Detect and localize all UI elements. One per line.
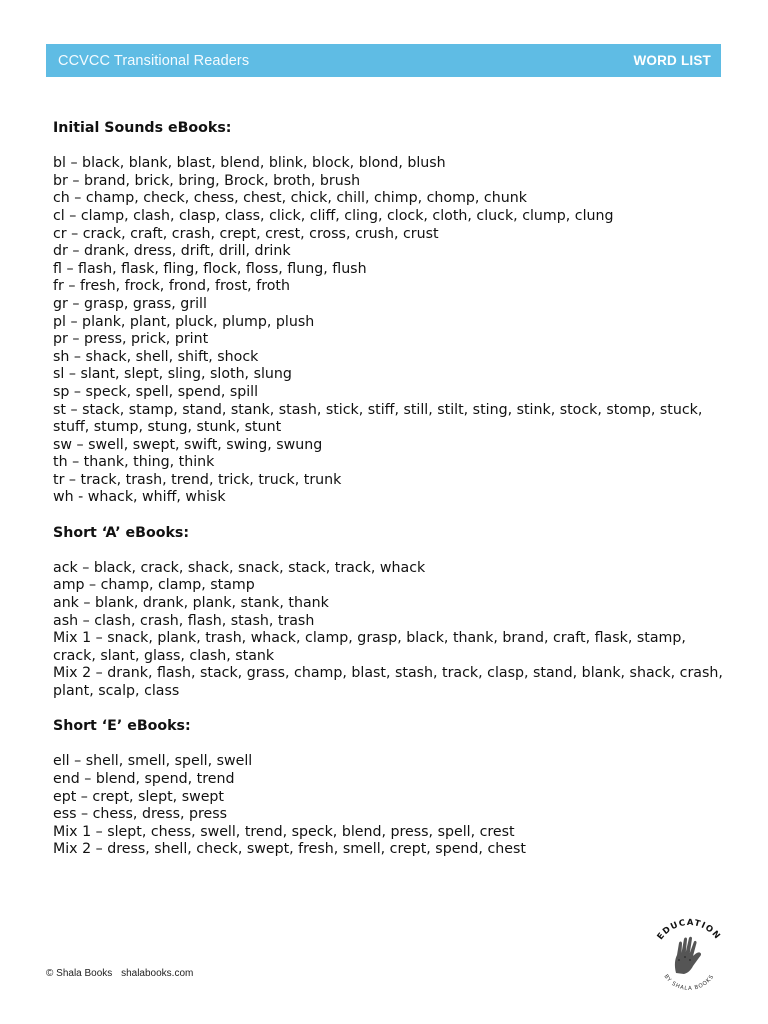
list-item: Mix 1 – snack, plank, trash, whack, clamp, grasp, black, thank, brand, craft, flask, stamp, crack, slant, glass, clash, stank	[53, 630, 686, 664]
list-item: bl – black, blank, blast, blend, blink, block, blond, blush	[53, 155, 446, 172]
section-initial-sounds	[53, 120, 733, 507]
list-item: end – blend, spend, trend	[53, 770, 235, 787]
section-heading: Short ‘A’ eBooks:	[53, 524, 190, 541]
hand-icon	[675, 937, 701, 974]
list-item: dr – drank, dress, drift, drill, drink	[53, 243, 291, 260]
copyright-text: © Shala Books	[46, 968, 113, 979]
list-item: Mix 2 – dress, shell, check, swept, fresh, smell, crept, spend, chest	[53, 841, 526, 858]
list-item: ch – champ, check, chess, chest, chick, chill, chimp, chomp, chunk	[53, 190, 527, 207]
section-short-e	[53, 718, 733, 859]
header-label: WORD LIST	[633, 53, 711, 68]
word-list-content	[53, 120, 733, 877]
list-item: fl – flash, flask, fling, flock, floss, flung, flush	[53, 260, 367, 277]
list-item: ank – blank, drank, plank, stank, thank	[53, 595, 329, 612]
website-link[interactable]: shalabooks.com	[121, 968, 194, 979]
list-item: tr – track, trash, trend, trick, truck, trunk	[53, 471, 342, 488]
svg-text:BY SHALA BOOKS	[662, 974, 715, 992]
list-item: cl – clamp, clash, clasp, class, click, cliff, cling, clock, cloth, cluck, clump, clung	[53, 207, 614, 224]
list-item: pl – plank, plant, pluck, plump, plush	[53, 313, 315, 330]
list-item: ash – clash, crash, flash, stash, trash	[53, 612, 315, 629]
list-item: sw – swell, swept, swift, swing, swung	[53, 436, 323, 453]
list-item: ack – black, crack, shack, snack, stack, track, whack	[53, 559, 426, 576]
list-item: st – stack, stamp, stand, stank, stash, stick, stiff, still, stilt, sting, stink, stock, stomp, stuck, stuff, stump, stung, stunk, stunt	[53, 401, 703, 436]
section-heading: Short ‘E’ eBooks:	[53, 718, 191, 735]
list-item: amp – champ, clamp, stamp	[53, 577, 255, 594]
logo-top-text: EDUCATION	[655, 917, 723, 943]
list-item: gr – grasp, grass, grill	[53, 295, 207, 312]
logo-bottom-text: BY SHALA BOOKS	[662, 973, 716, 993]
section-heading: Initial Sounds eBooks:	[53, 120, 232, 136]
list-item: cr – crack, craft, crash, crept, crest, cross, crush, crust	[53, 225, 439, 242]
word-list	[53, 753, 733, 859]
section-short-a	[53, 525, 733, 701]
header-title: CCVCC Transitional Readers	[58, 52, 250, 69]
list-item: br – brand, brick, bring, Brock, broth, brush	[53, 172, 361, 189]
word-list	[53, 560, 733, 701]
education-logo	[646, 915, 732, 1001]
list-item: ell – shell, smell, spell, swell	[53, 753, 253, 770]
list-item: sp – speck, spell, spend, spill	[53, 383, 259, 400]
list-item: wh - whack, whiff, whisk	[53, 489, 226, 506]
page-header	[46, 44, 721, 77]
list-item: Mix 2 – drank, flash, stack, grass, champ, blast, stash, track, clasp, stand, blank, shack, crash, plant, scalp, class	[53, 665, 723, 699]
list-item: sl – slant, slept, sling, sloth, slung	[53, 366, 292, 383]
list-item: Mix 1 – slept, chess, swell, trend, speck, blend, press, spell, crest	[53, 823, 515, 840]
list-item: sh – shack, shell, shift, shock	[53, 348, 259, 365]
page-footer	[46, 968, 199, 979]
list-item: ept – crept, slept, swept	[53, 788, 224, 805]
list-item: fr – fresh, frock, frond, frost, froth	[53, 278, 290, 295]
word-list	[53, 155, 733, 507]
list-item: th – thank, thing, think	[53, 454, 215, 471]
list-item: ess – chess, dress, press	[53, 806, 228, 823]
list-item: pr – press, prick, print	[53, 331, 209, 348]
